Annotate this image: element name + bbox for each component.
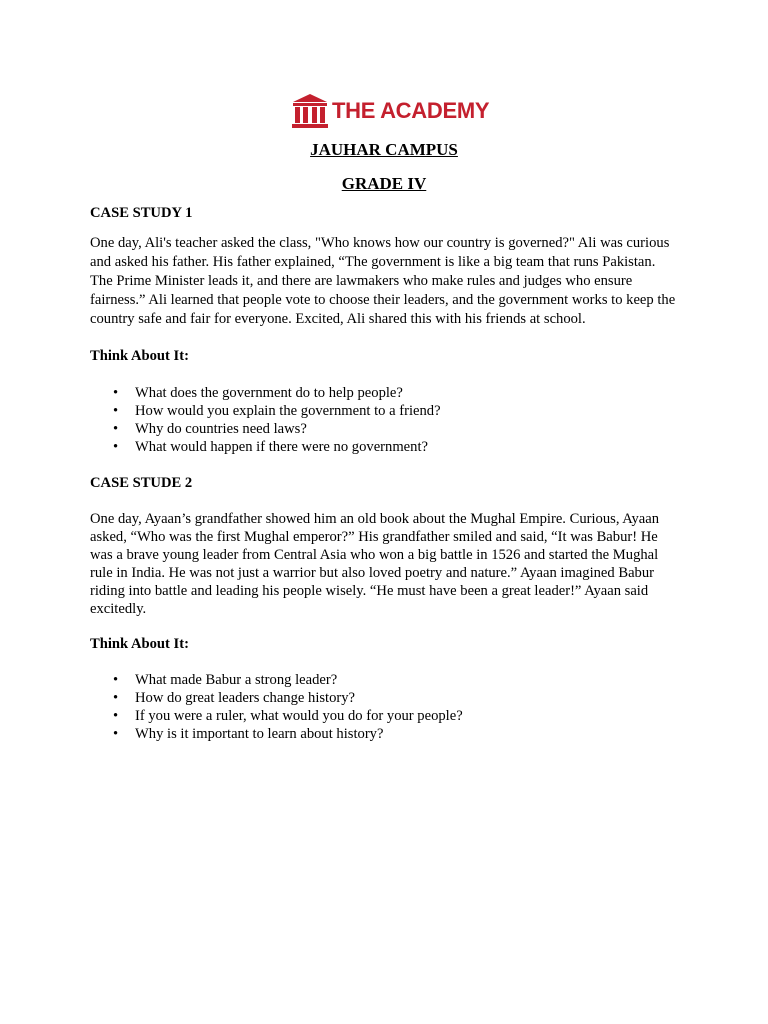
list-item	[90, 671, 680, 689]
question-text: What does the government do to help people?	[135, 385, 403, 401]
question-text: What would happen if there were no government?	[135, 439, 428, 455]
think-about-it-heading-2: Think About It:	[90, 636, 189, 652]
list-item	[90, 420, 680, 438]
question-text: How would you explain the government to a friend?	[135, 403, 441, 419]
case-study-2-heading: CASE STUDE 2	[90, 475, 193, 491]
campus-title: JAUHAR CAMPUS	[310, 140, 458, 159]
grade-title: GRADE IV	[341, 174, 427, 193]
question-list-2	[90, 671, 680, 743]
list-item	[90, 725, 680, 743]
bullet-icon: •	[113, 403, 119, 419]
question-list-1	[90, 384, 680, 456]
academy-logo	[292, 93, 489, 129]
bullet-icon: •	[113, 708, 119, 724]
bullet-icon: •	[113, 672, 119, 688]
bullet-icon: •	[113, 726, 119, 742]
bullet-icon: •	[113, 690, 119, 706]
list-item	[90, 707, 680, 725]
question-text: How do great leaders change history?	[135, 690, 356, 706]
list-item	[90, 438, 680, 456]
list-item	[90, 402, 680, 420]
list-item	[90, 689, 680, 707]
question-text: What made Babur a strong leader?	[135, 672, 338, 688]
bullet-icon: •	[113, 385, 119, 401]
case-study-2-text: One day, Ayaan’s grandfather showed him an old book about the Mughal Empire. Curious, Ayaan asked, “Who was the first Mughal emperor?” His grandfather smiled and said, “It was Babur! He was a brave young leader from Central Asia who won a big battle in 1526 and started the Mughal rule in India. He was not just a warrior but also loved poetry and nature.” Ayaan imagined Babur riding into battle and leading his people wisely. “He must have been a great leader!” Ayaan said excitedly.	[90, 511, 660, 617]
academy-building-icon	[292, 93, 328, 129]
case-study-1-heading: CASE STUDY 1	[90, 205, 193, 221]
logo-text: THE ACADEMY	[332, 98, 490, 123]
list-item	[90, 384, 680, 402]
document-content	[90, 204, 680, 743]
case-study-1-text: One day, Ali's teacher asked the class, "Who knows how our country is governed?" Ali was curious and asked his father. His father explained, “The government is like a big team that runs Pakistan. The Prime Minister leads it, and there are lawmakers who make rules and judges who ensure fairness.” Ali learned that people vote to choose their leaders, and the government works to keep the country safe and fair for everyone. Excited, Ali shared this with his friends at school.	[90, 235, 676, 327]
question-text: Why do countries need laws?	[135, 421, 307, 437]
question-text: Why is it important to learn about history?	[135, 726, 384, 742]
question-text: If you were a ruler, what would you do for your people?	[135, 708, 463, 724]
bullet-icon: •	[113, 439, 119, 455]
bullet-icon: •	[113, 421, 119, 437]
think-about-it-heading-1: Think About It:	[90, 348, 189, 364]
